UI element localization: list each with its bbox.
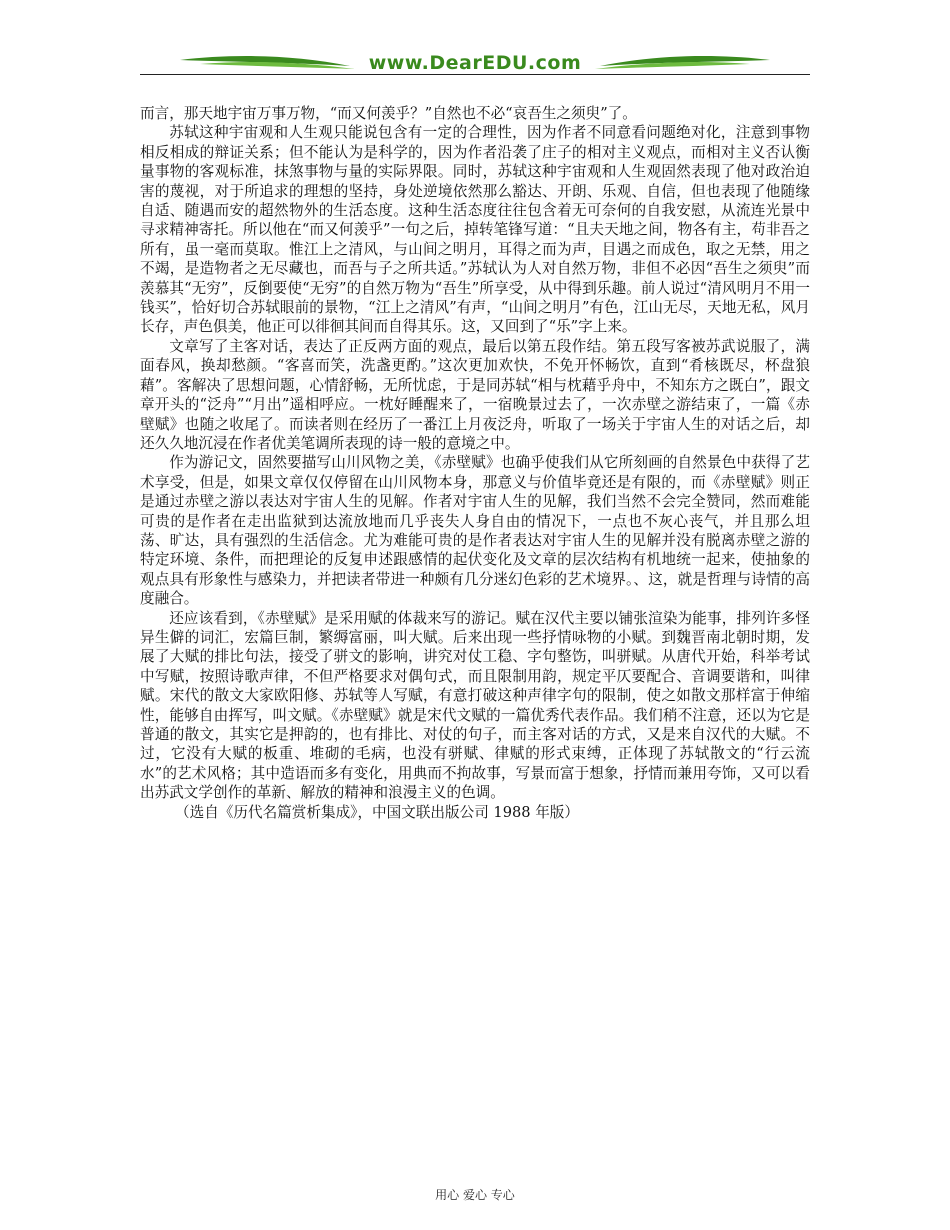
paragraph: 苏轼这种宇宙观和人生观只能说包含有一定的合理性，因为作者不同意看问题绝对化，注意到事物相反相成的辩证关系；但不能认为是科学的，因为作者沿袭了庄子的相对主义观点，而相对主义否认衡量事物的客观标准，抹煞事物与量的实际界限。同时，苏轼这种宇宙观和人生观固然表现了他对政治迫害的蔑视，对于所追求的理想的坚持，身处逆境依然那么豁达、开朗、乐观、自信，但也表现了他随缘自适、随遇而安的超然物外的生活态度。这种生活态度往往包含着无可奈何的自我安慰，从流连光景中寻求精神寄托。所以他在“而又何羡乎”一句之后，掉转笔锋写道：“且夫天地之间，物各有主，苟非吾之所有，虽一毫而莫取。惟江上之清风，与山间之明月，耳得之而为声，目遇之而成色，取之无禁，用之不竭，是造物者之无尽藏也，而吾与子之所共适。”苏轼认为人对自然万物，非但不必因“吾生之须臾”而羡慕其“无穷”，反倒要使“无穷”的自然万物为“吾生”所享受，从中得到乐趣。前人说过“清风明月不用一钱买”，恰好切合苏轼眼前的景物，“江上之清风”有声，“山间之明月”有色，江山无尽，天地无私，风月长存，声色俱美，他正可以徘徊其间而自得其乐。这，又回到了“乐”字上来。 — [140, 124, 810, 336]
paragraph-continuation: 而言，那天地宇宙万事万物，“而又何羡乎？”自然也不必“哀吾生之须臾”了。 — [140, 105, 637, 122]
article-body — [140, 104, 810, 822]
paragraph: 还应该看到，《赤壁赋》是采用赋的体裁来写的游记。赋在汉代主要以铺张渲染为能事，排列许多怪异生僻的词汇，宏篇巨制，繁缛富丽，叫大赋。后来出现一些抒情咏物的小赋。到魏晋南北朝时期，发展了大赋的排比句法，接受了骈文的影响，讲究对仗工稳、字句整饬，叫骈赋。从唐代开始，科举考试中写赋，按照诗歌声律，不但严格要求对偶句式，而且限制用韵，规定平仄要配合、音调要谐和，叫律赋。宋代的散文大家欧阳修、苏轼等人写赋，有意打破这种声律字句的限制，使之如散文那样富于伸缩性，能够自由挥写，叫文赋。《赤壁赋》就是宋代文赋的一篇优秀代表作品。我们稍不注意，还以为它是普通的散文，其实它是押韵的，也有排比、对仗的句子，而主客对话的方式，又是来自汉代的大赋。不过，它没有大赋的板重、堆砌的毛病，也没有骈赋、律赋的形式束缚，正体现了苏轼散文的“行云流水”的艺术风格；其中造语而多有变化，用典而不拘故事，写景而富于想象，抒情而兼用夸饰，又可以看出苏武文学创作的革新、解放的精神和浪漫主义的色调。 — [140, 609, 810, 802]
header-rule — [140, 74, 810, 75]
source-note: （选自《历代名篇赏析集成》，中国文联出版公司 1988 年版） — [175, 803, 579, 821]
site-logo-text[interactable]: www.DearEDU.com — [368, 52, 582, 74]
page-footer: 用心 爱心 专心 — [435, 1188, 515, 1202]
paragraph: 作为游记文，固然要描写山川风物之美，《赤壁赋》也确乎使我们从它所刻画的自然景色中获得了艺术享受，但是，如果文章仅仅停留在山川风物本身，那意义与价值毕竟还是有限的，而《赤壁赋》则正是通过赤壁之游以表达对宇宙人生的见解。作者对宇宙人生的见解，我们当然不会完全赞同，然而难能可贵的是作者在走出监狱到达流放地而几乎丧失人身自由的情况下，一点也不灰心丧气，并且那么坦荡、旷达，具有强烈的生活信念。尤为难能可贵的是作者表达对宇宙人生的见解并没有脱离赤壁之游的特定环境、条件，而把理论的反复申述跟感情的起伏变化及文章的层次结构有机地统一起来，使抽象的观点具有形象性与感染力，并把读者带进一种颇有几分迷幻色彩的艺术境界。、这，就是哲理与诗情的高度融合。 — [140, 454, 810, 608]
paragraph: 文章写了主客对话，表达了正反两方面的观点，最后以第五段作结。第五段写客被苏武说服了，满面春风，换却愁颜。“客喜而笑，洗盏更酌。”这次更加欢快，不免开怀畅饮，直到“肴核既尽，杯盘狼藉”。客解决了思想问题，心情舒畅，无所忧虑，于是同苏轼“相与枕藉乎舟中，不知东方之既白”，跟文章开头的“泛舟”“月出”遥相呼应。一枕好睡醒来了，一宿晚景过去了，一次赤壁之游结束了，一篇《赤壁赋》也随之收尾了。而读者则在经历了一番江上月夜泛舟，听取了一场关于宇宙人生的对话之后，却还久久地沉浸在作者优美笔调所表现的诗一般的意境之中。 — [140, 337, 810, 452]
